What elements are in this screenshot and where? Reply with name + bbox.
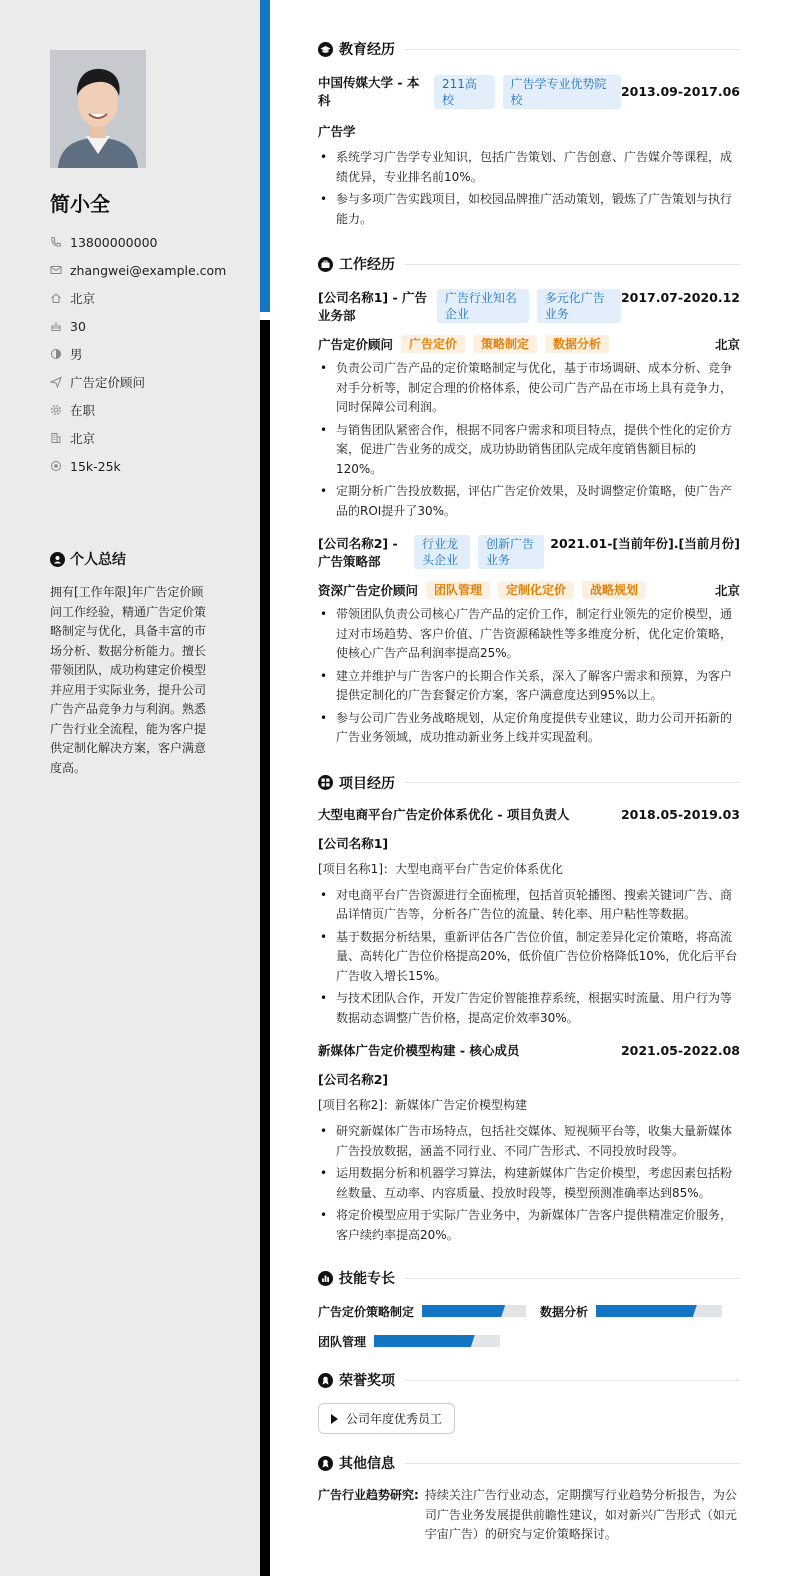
info-email	[50, 256, 226, 284]
play-icon	[331, 1414, 338, 1424]
job-tag: 行业龙头企业	[414, 535, 470, 569]
job-1-bullets	[318, 359, 740, 521]
project-name: 新媒体广告定价模型构建 - 核心成员	[318, 1043, 520, 1058]
award-name: 公司年度优秀员工	[346, 1412, 443, 1426]
job-role: 资深广告定价顾问	[318, 583, 419, 598]
education-bullets	[318, 148, 740, 229]
skill-tag: 广告定价	[401, 335, 465, 353]
honors-heading	[318, 1367, 740, 1393]
accent-bar	[260, 0, 270, 312]
section-rule	[405, 1380, 740, 1381]
list-item: • 系统学习广告学专业知识，包括广告策划、广告创意、广告媒介等课程，成绩优异，专业排名前10%。	[318, 148, 740, 187]
email-icon	[50, 264, 62, 276]
age-icon	[50, 320, 62, 332]
skill-tag: 团队管理	[426, 581, 490, 599]
building-icon	[50, 432, 62, 444]
project-company: [公司名称1]	[318, 835, 389, 851]
salary-icon	[50, 460, 62, 472]
info-icon	[318, 1456, 333, 1471]
projects-heading	[318, 770, 740, 796]
project-2-header	[318, 1042, 740, 1060]
skill-tag: 策略制定	[473, 335, 537, 353]
info-salary	[50, 452, 226, 480]
skill-bar-fill	[374, 1335, 475, 1347]
job-role: 广告定价顾问	[318, 337, 394, 352]
other-title: 其他信息	[339, 1456, 395, 1472]
skills-title: 技能专长	[339, 1271, 395, 1287]
list-item: • 参与多项广告实践项目，如校园品牌推广活动策划，锻炼了广告策划与执行能力。	[318, 190, 740, 229]
home-icon	[50, 292, 62, 304]
list-item: • 负责公司广告产品的定价策略制定与优化，基于市场调研、成本分析、竞争对手分析等，制定合理的价格体系，使公司广告产品在市场上具有竞争力，同时保障公司利润。	[318, 359, 740, 418]
education-entry-header	[318, 74, 740, 110]
list-item: • 定期分析广告投放数据，评估广告定价效果，及时调整定价策略，使广告产品的ROI提升了30%。	[318, 482, 740, 521]
briefcase-icon	[318, 257, 333, 272]
list-item: • 与销售团队紧密合作，根据不同客户需求和项目特点，提供个性化的定价方案，促进广告业务的成交，成功协助销售团队完成年度销售额目标的120%。	[318, 421, 740, 480]
job-tag: 广告行业知名企业	[437, 289, 529, 323]
project-2-title: [项目名称2]：新媒体广告定价模型构建	[318, 1098, 527, 1112]
skill-row	[318, 1301, 740, 1321]
award-item	[318, 1403, 455, 1434]
salary-text: 15k-25k	[70, 458, 121, 474]
summary-title: 个人总结	[70, 552, 126, 568]
list-item: • 带领团队负责公司核心广告产品的定价工作，制定行业领先的定价模型，通过对市场趋势、客户价值、广告资源稀缺性等多维度分析，优化定价策略，使核心广告产品利润率提高25%。	[318, 605, 740, 664]
send-icon	[50, 376, 62, 388]
email-text: zhangwei@example.com	[70, 262, 227, 278]
list-item: • 对电商平台广告资源进行全面梳理，包括首页轮播图、搜索关键词广告、商品详情页广告等，分析各广告位的流量、转化率、用户粘性等数据。	[318, 886, 740, 925]
section-rule	[405, 782, 740, 783]
section-rule	[405, 1278, 740, 1279]
info-home	[50, 284, 226, 312]
graduation-cap-icon	[318, 42, 333, 57]
section-rule	[405, 264, 740, 265]
project-date: 2021.05-2022.08	[620, 1043, 740, 1058]
job-1-role-row	[318, 335, 740, 353]
project-1-bullets	[318, 886, 740, 1029]
skills-heading	[318, 1265, 740, 1291]
summary-heading	[50, 549, 126, 569]
contact-info-list	[50, 228, 226, 480]
skill-row	[318, 1331, 740, 1351]
job-2-header	[318, 535, 740, 571]
school-tag: 广告学专业优势院校	[503, 75, 621, 109]
main-content	[318, 36, 740, 1545]
position-text: 广告定价顾问	[70, 375, 146, 390]
section-rule	[405, 49, 740, 50]
grid-icon	[318, 775, 333, 790]
list-item: • 研究新媒体广告市场特点，包括社交媒体、短视频平台等，收集大量新媒体广告投放数据，涵盖不同行业、不同广告形式、不同投放时段等。	[318, 1122, 740, 1161]
info-status	[50, 396, 226, 424]
project-2-company	[318, 1070, 740, 1088]
job-1-header	[318, 289, 740, 325]
gear-icon	[50, 404, 62, 416]
school-tag: 211高校	[434, 75, 494, 109]
skill-tag: 数据分析	[545, 335, 609, 353]
skill-name: 广告定价策略制定	[318, 1304, 415, 1319]
job-date: 2021.01-[当前年份].[当前月份]	[550, 536, 740, 551]
info-phone	[50, 228, 226, 256]
job-2-role-row	[318, 581, 740, 599]
award-icon	[318, 1373, 333, 1388]
project-2-bullets	[318, 1122, 740, 1245]
candidate-name: 简小全	[50, 192, 110, 216]
phone-icon	[50, 236, 62, 248]
summary-text: 拥有[工作年限]年广告定价顾问工作经验，精通广告定价策略制定与优化，具备丰富的市场分析、数据分析能力。擅长带领团队，成功构建定价模型并应用于实际业务，提升公司广告产品竞争力与利润。熟悉广告行业全流程，能为客户提供定制化解决方案，客户满意度高。	[50, 585, 207, 775]
info-age	[50, 312, 226, 340]
skill-name: 团队管理	[318, 1334, 367, 1349]
skill-tag: 战略规划	[582, 581, 646, 599]
home-text: 北京	[70, 291, 96, 306]
education-date: 2013.09-2017.06	[620, 84, 740, 99]
project-name: 大型电商平台广告定价体系优化 - 项目负责人	[318, 806, 570, 822]
gender-icon	[50, 348, 62, 360]
phone-text: 13800000000	[70, 234, 158, 250]
education-heading	[318, 36, 740, 62]
job-company: [公司名称2] - 广告策略部	[318, 536, 398, 569]
job-2-bullets	[318, 605, 740, 748]
work-title: 工作经历	[339, 257, 395, 273]
skill-bar-fill	[596, 1305, 697, 1317]
major-name: 广告学	[318, 124, 356, 139]
projects-title: 项目经历	[339, 775, 395, 792]
bar-chart-icon	[318, 1271, 333, 1286]
user-icon	[50, 552, 65, 567]
section-rule	[405, 1463, 740, 1464]
other-label: 广告行业趋势研究:	[318, 1488, 419, 1502]
info-gender	[50, 340, 226, 368]
list-item: • 与技术团队合作，开发广告定价智能推荐系统，根据实时流量、用户行为等数据动态调整广告价格，提高定价效率30%。	[318, 989, 740, 1028]
skill-tag: 定制化定价	[498, 581, 574, 599]
other-heading	[318, 1450, 740, 1476]
school-name: 中国传媒大学 - 本科	[318, 75, 420, 108]
list-item: • 运用数据分析和机器学习算法，构建新媒体广告定价模型，考虑因素包括粉丝数量、互动率、内容质量、投放时段等，模型预测准确率达到85%。	[318, 1164, 740, 1203]
other-text: 持续关注广告行业动态，定期撰写行业趋势分析报告，为公司广告业务发展提供前瞻性建议，如对新兴广告形式（如元宇宙广告）的研究与定价策略探讨。	[424, 1488, 737, 1541]
job-location: 北京	[714, 583, 740, 598]
info-city	[50, 424, 226, 452]
skill-bar	[422, 1305, 526, 1317]
divider-bar	[260, 320, 270, 1576]
job-location: 北京	[714, 337, 740, 352]
honors-title: 荣誉奖项	[339, 1373, 395, 1389]
list-item: • 参与公司广告业务战略规划，从定价角度提供专业建议，助力公司开拓新的广告业务领域，成功推动新业务上线并实现盈利。	[318, 709, 740, 748]
info-position	[50, 368, 226, 396]
project-date: 2018.05-2019.03	[620, 806, 740, 822]
job-tag: 创新广告业务	[478, 535, 544, 569]
skill-bar-fill	[422, 1305, 505, 1317]
job-date: 2017.07-2020.12	[620, 290, 740, 305]
major-row	[318, 122, 740, 140]
list-item: • 建立并维护与广告客户的长期合作关系，深入了解客户需求和预算，为客户提供定制化的广告套餐定价方案，客户满意度达到95%以上。	[318, 667, 740, 706]
age-text: 30	[70, 318, 86, 334]
other-row	[318, 1486, 740, 1545]
project-company: [公司名称2]	[318, 1072, 389, 1087]
gender-text: 男	[70, 347, 83, 362]
avatar-portrait-icon	[50, 50, 146, 168]
project-1-header	[318, 806, 740, 824]
skill-bar	[596, 1305, 722, 1317]
project-1-title: [项目名称1]：大型电商平台广告定价体系优化	[318, 861, 563, 876]
city-text: 北京	[70, 431, 96, 446]
list-item: • 将定价模型应用于实际广告业务中，为新媒体广告客户提供精准定价服务，客户续约率提高20%。	[318, 1206, 740, 1245]
job-tag: 多元化广告业务	[537, 289, 621, 323]
job-company: [公司名称1] - 广告业务部	[318, 290, 428, 323]
status-text: 在职	[70, 403, 96, 418]
avatar	[50, 50, 146, 168]
skill-bar	[374, 1335, 500, 1347]
project-1-company	[318, 834, 740, 852]
list-item: • 基于数据分析结果，重新评估各广告位价值，制定差异化定价策略，将高流量、高转化广告位价格提高20%，低价值广告位价格降低10%，优化后平台广告收入增长15%。	[318, 928, 740, 987]
education-title: 教育经历	[339, 42, 395, 58]
work-heading	[318, 251, 740, 277]
skill-name: 数据分析	[540, 1304, 589, 1319]
